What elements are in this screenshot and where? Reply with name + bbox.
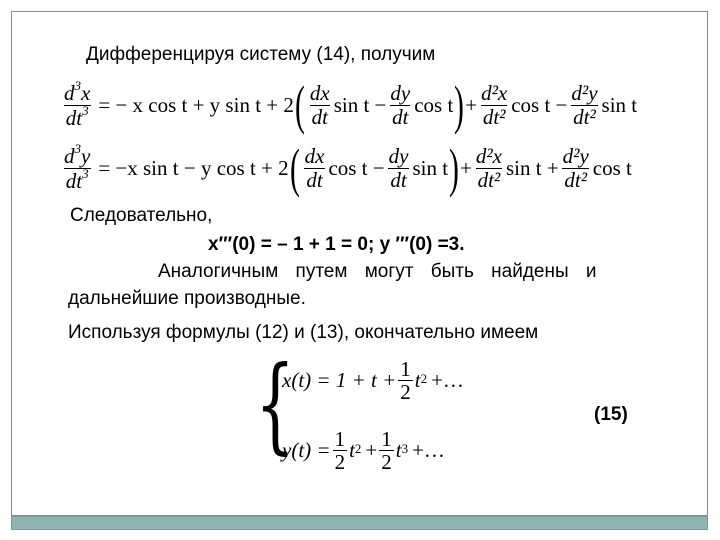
- result-x-tail: t: [414, 368, 421, 393]
- eq1-frac3: $\frac{\text{d²x}}{\text{dt²}}$: [481, 81, 508, 129]
- result-y-dots: +…: [412, 438, 445, 463]
- result-y-fraction-2: $\frac{1}{2}$: [381, 427, 392, 475]
- result-x-lhs: x(t) = 1 + t +: [282, 368, 397, 393]
- eq2-frac4: $\frac{\text{d²y}}{\text{dt²}}$: [562, 144, 589, 192]
- eq2-inner-mid: cos t −: [328, 155, 385, 180]
- result-x-dots: +…: [431, 368, 464, 393]
- equation-1: $\frac{d^3x}{dt^3}$ = − x cos t + y sin t + 2 ( $\frac{dx}{dt}$ sin t − $\frac{dy}{dt}$ cos t ) + $\frac{\text{d²x}}{\text{dt²}}$ cos t − $\frac{\text{d²y}}{\text{dt²}}$ sin t: [64, 75, 638, 135]
- eq1-inner-frac2: $\frac{dy}{dt}$: [390, 81, 411, 129]
- result-y-equation: y(t) = $\frac{1}{2}$ t $^2$ + $\frac{1}{2}$ t $^3$ +…: [282, 427, 445, 475]
- paragraph-line-1: Аналогичным путем могут быть найдены и: [158, 261, 597, 282]
- eq1-mid3: cos t −: [511, 92, 568, 117]
- result-y-tail: t: [395, 438, 402, 463]
- eq2-end4: cos t: [592, 155, 632, 180]
- eq2-inner-frac1: $\frac{dx}{dt}$: [304, 144, 325, 192]
- eq1-lhs-fraction: $\frac{d^3x}{dt^3}$: [64, 78, 91, 130]
- eq2-frac3: $\frac{\text{d²x}}{\text{dt²}}$: [475, 144, 502, 192]
- eq1-end4: sin t: [601, 92, 638, 117]
- result-x-fraction: $\frac{1}{2}$: [400, 357, 411, 405]
- therefore-label: Следовательно,: [70, 205, 213, 226]
- eq1-inner-mid: sin t −: [333, 92, 387, 117]
- equation-2: $\frac{d^3y}{dt^3}$ = −x sin t − y cos t + 2 ( $\frac{dx}{dt}$ cos t − $\frac{dy}{dt}$ sin t ) + $\frac{\text{d²x}}{\text{dt²}}$ sin t + $\frac{\text{d²y}}{\text{dt²}}$ cos t: [64, 138, 632, 198]
- result-x-equation: x(t) = 1 + t + $\frac{1}{2}$ t $^2$ +…: [282, 357, 464, 405]
- system-brace: {: [255, 343, 295, 465]
- slide-footer-bar: [11, 516, 708, 530]
- using-formulas-line: Используя формулы (12) и (13), окончательно имеем: [68, 322, 539, 343]
- result-y-mid: t: [349, 438, 355, 463]
- result-y-plus: +: [365, 438, 378, 463]
- eq2-inner-frac2: $\frac{dy}{dt}$: [388, 144, 409, 192]
- heading-line: Дифференцируя систему (14), получим: [86, 44, 436, 65]
- result-y-lhs: y(t) =: [282, 438, 331, 463]
- eq1-part1: = − x cos t + y sin t + 2: [98, 92, 294, 117]
- eq1-inner-end: cos t: [414, 92, 454, 117]
- eq2-part1: = −x sin t − y cos t + 2: [98, 155, 289, 180]
- result-y-fraction-1: $\frac{1}{2}$: [334, 427, 346, 475]
- eq1-frac4: $\frac{\text{d²y}}{\text{dt²}}$: [571, 81, 598, 129]
- eq1-inner-frac1: $\frac{dx}{dt}$: [309, 81, 330, 129]
- eq2-mid3: sin t +: [505, 155, 559, 180]
- eq2-lhs-fraction: $\frac{d^3y}{dt^3}$: [64, 141, 91, 193]
- eq1-plus: +: [465, 92, 478, 117]
- values-line: x′′′(0) = – 1 + 1 = 0; y ′′′(0) =3.: [208, 234, 465, 255]
- eq2-plus: +: [460, 155, 472, 180]
- eq2-inner-end: sin t: [412, 155, 449, 180]
- paragraph-line-2: дальнейшие производные.: [68, 288, 306, 309]
- equation-number: (15): [594, 404, 628, 425]
